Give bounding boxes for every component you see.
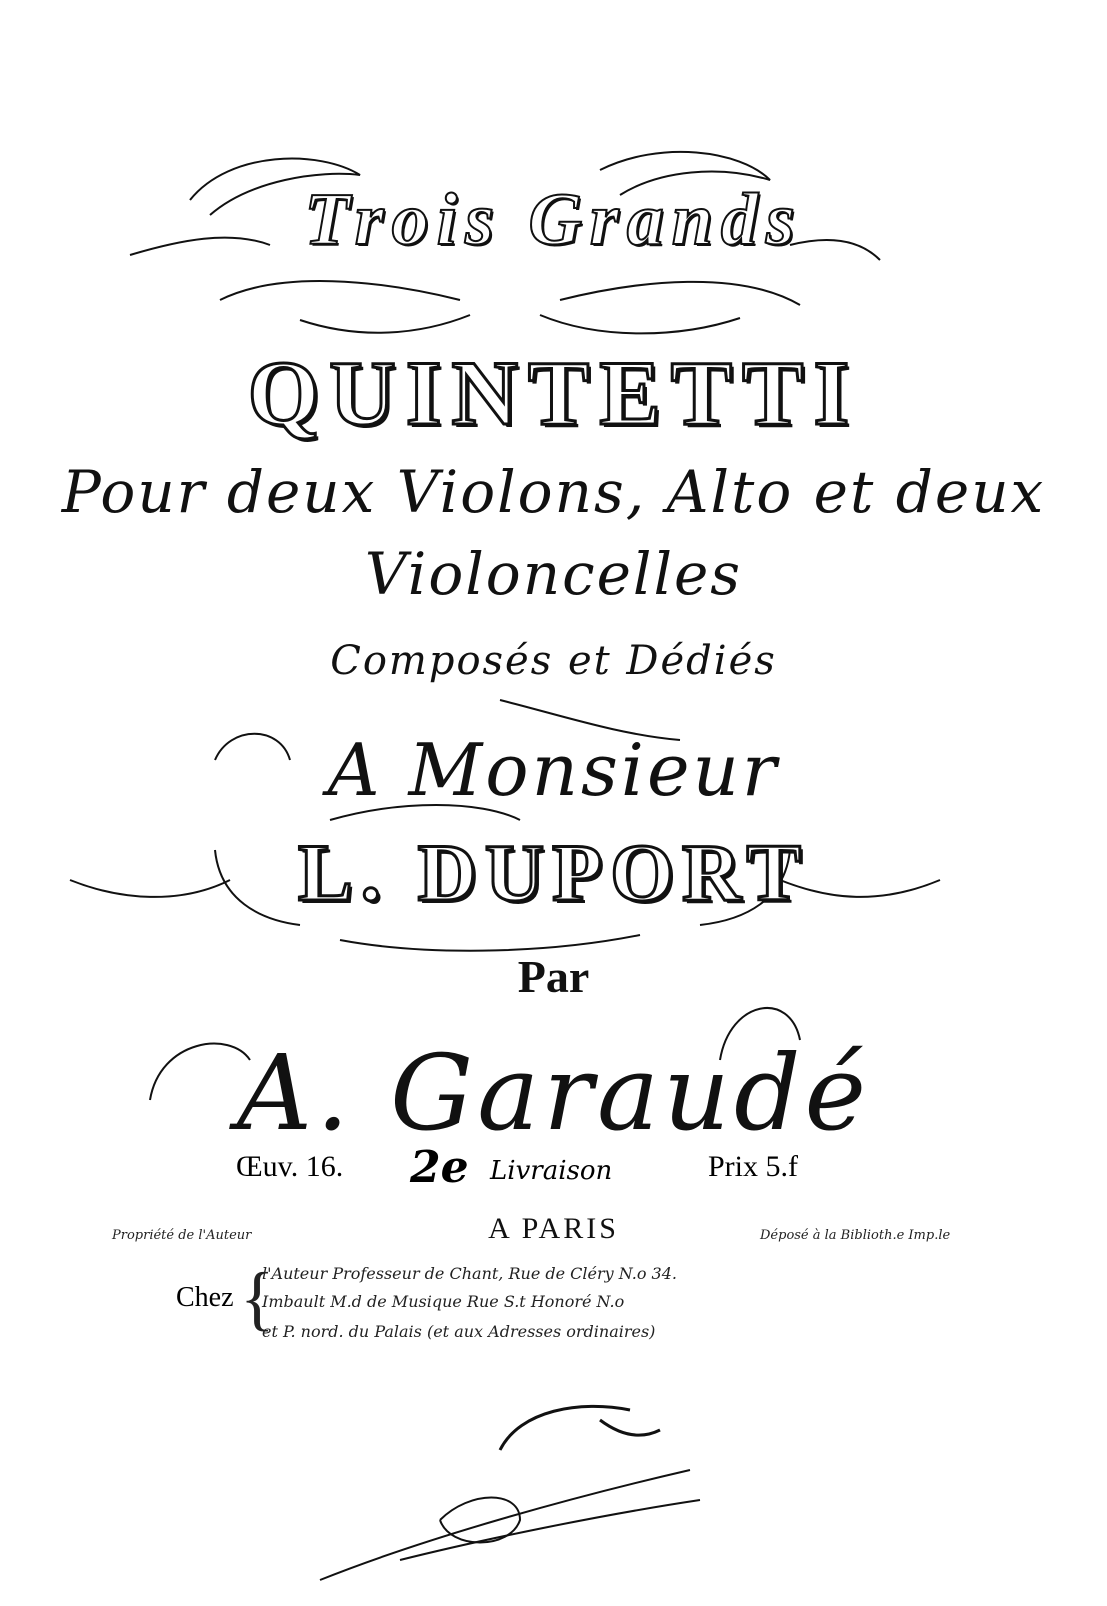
title-line1: Trois Grands — [304, 179, 803, 261]
address-line1: l'Auteur Professeur de Chant, Rue de Cléry N.o 34. — [262, 1264, 677, 1283]
livraison-label: Livraison — [490, 1156, 613, 1186]
opus-number: Œuv. 16. — [236, 1150, 344, 1183]
livraison-number: 2e — [410, 1142, 469, 1193]
flourish-duport-bottom — [340, 935, 640, 951]
subtitle-line1: Pour deux Violons, Alto et deux — [61, 458, 1046, 526]
address-line2: Imbault M.d de Musique Rue S.t Honoré N.o — [262, 1292, 625, 1311]
signature-loop — [440, 1498, 520, 1543]
property-note: Propriété de l'Auteur — [112, 1228, 252, 1243]
brace-glyph: { — [240, 1258, 275, 1338]
dedicatee-name: L. DUPORT — [297, 827, 810, 918]
title-line2: QUINTETTI — [247, 342, 860, 444]
flourish-swoop-right — [540, 315, 740, 333]
opus-row — [0, 1142, 1107, 1200]
flourish-under-right — [560, 282, 800, 305]
price: Prix 5.f — [708, 1150, 798, 1183]
subtitle-line2: Violoncelles — [364, 540, 743, 608]
author-by: Par — [517, 951, 590, 1002]
chez-label: Chez — [176, 1282, 234, 1313]
author-name: A. Garaudé — [236, 1032, 871, 1154]
dedication-to: A Monsieur — [327, 728, 780, 812]
signature-underline-1 — [320, 1470, 690, 1580]
flourish-under-left — [220, 281, 460, 300]
deposit-note: Déposé à la Biblioth.e Imp.le — [760, 1228, 951, 1243]
flourish-swoop-left — [300, 315, 470, 333]
address-line3: et P. nord. du Palais (et aux Adresses ordinaires) — [262, 1322, 656, 1341]
publisher-city: A PARIS — [488, 1212, 619, 1245]
signature-stroke-2 — [600, 1420, 660, 1435]
dedication-composed: Composés et Dédiés — [330, 638, 777, 684]
